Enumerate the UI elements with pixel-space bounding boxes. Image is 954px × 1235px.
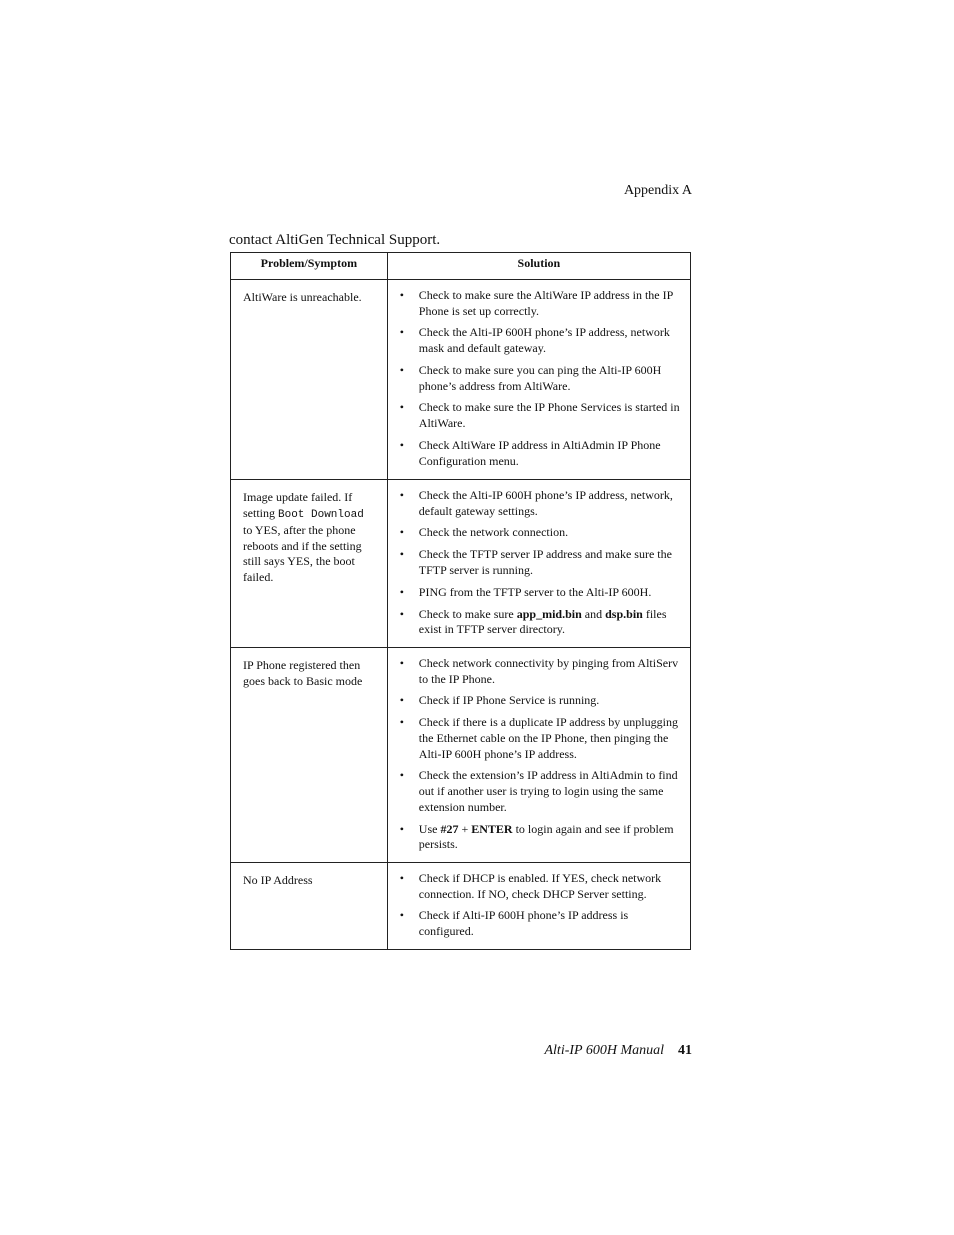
solution-item: • Check the extension’s IP address in AltiAdmin to find out if another user is trying to login using the same extension number.	[399, 768, 678, 814]
manual-title: Alti-IP 600H Manual	[544, 1043, 664, 1058]
solution-item: • Check if DHCP is enabled. If YES, check network connection. If NO, check DHCP Server setting.	[399, 871, 662, 901]
solution-item: • Check to make sure the IP Phone Services is started in AltiWare.	[399, 400, 680, 431]
solution-cell	[387, 648, 690, 863]
running-header: Appendix A	[623, 183, 692, 198]
table-row	[231, 863, 691, 950]
setting-name: Boot Download	[278, 508, 364, 521]
intro-text: contact AltiGen Technical Support.	[229, 232, 441, 248]
solution-item: • Check the network connection.	[399, 525, 569, 540]
column-header-problem: Problem/Symptom	[231, 253, 388, 280]
solution-item: • PING from the TFTP server to the Alti-IP 600H.	[399, 584, 652, 599]
solution-item: • Check the Alti-IP 600H phone’s IP address, network, default gateway settings.	[399, 488, 673, 518]
solution-item: • Check the TFTP server IP address and make sure the TFTP server is running.	[399, 547, 672, 577]
problem-cell: IP Phone registered then goes back to Basic mode	[231, 648, 388, 863]
table-row	[231, 280, 691, 480]
table-row	[231, 648, 691, 863]
troubleshooting-table	[230, 252, 691, 950]
solution-item: • Check network connectivity by pinging from AltiServ to the IP Phone.	[399, 656, 679, 686]
table-row	[231, 480, 691, 648]
solution-item: • Check to make sure the AltiWare IP address in the IP Phone is set up correctly.	[399, 288, 673, 318]
solution-cell	[387, 480, 690, 648]
solution-item: • Check AltiWare IP address in AltiAdmin IP Phone Configuration menu.	[399, 437, 661, 468]
problem-cell: Image update failed. If setting Boot Download to YES, after the phone reboots and if the setting still says YES, the boot failed.	[231, 480, 388, 648]
table-header-row	[231, 253, 691, 280]
solution-item: • Use #27 + ENTER to login again and see if problem persists.	[399, 821, 674, 852]
solution-cell	[387, 280, 690, 480]
problem-cell: No IP Address	[231, 863, 388, 950]
solution-item: • Check if there is a duplicate IP address by unplugging the Ethernet cable on the IP Phone, then pinging the Alti-IP 600H phone’s IP address.	[399, 715, 678, 761]
solution-item: • Check to make sure you can ping the Alti-IP 600H phone’s address from AltiWare.	[399, 362, 662, 393]
solution-item: • Check if IP Phone Service is running.	[399, 693, 600, 708]
solution-item: • Check if Alti-IP 600H phone’s IP address is configured.	[399, 908, 629, 939]
page-footer	[544, 1043, 692, 1059]
solution-item: • Check the Alti-IP 600H phone’s IP address, network mask and default gateway.	[399, 325, 670, 356]
solution-item: • Check to make sure app_mid.bin and dsp.bin files exist in TFTP server directory.	[399, 606, 667, 637]
solution-cell	[387, 863, 690, 950]
page-number: 41	[678, 1043, 692, 1058]
problem-cell: AltiWare is unreachable.	[231, 280, 388, 480]
column-header-solution: Solution	[387, 253, 690, 280]
